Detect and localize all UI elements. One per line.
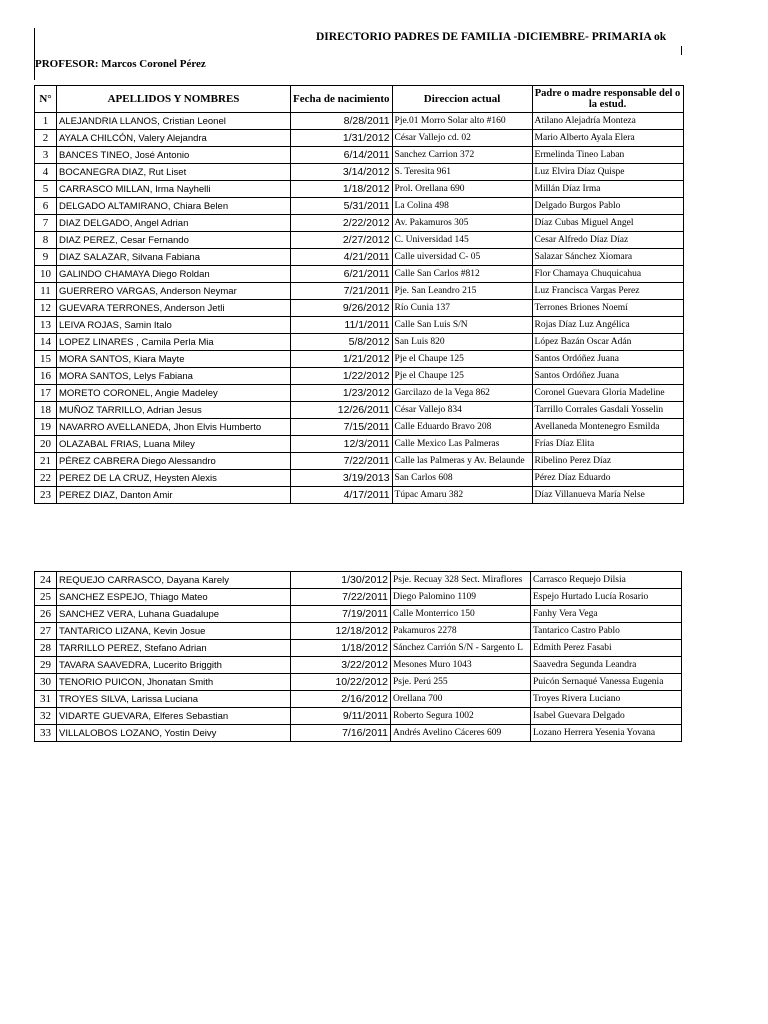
cell-parent: Coronel Guevara Gloria Madeline [532,385,683,402]
table-row [35,657,682,674]
cell-birth-date: 9/26/2012 [291,300,393,317]
cell-birth-date: 2/16/2012 [291,691,391,708]
cell-address: Pje. San Leandro 215 [392,283,532,300]
cell-student-name: DIAZ DELGADO, Angel Adrian [57,215,291,232]
cell-student-name: DELGADO ALTAMIRANO, Chiara Belen [57,198,291,215]
cell-student-name: GUERRERO VARGAS, Anderson Neymar [57,283,291,300]
cell-number: 5 [35,181,57,198]
cell-parent: Saavedra Segunda Leandra [531,657,682,674]
cell-parent: Isabel Guevara Delgado [531,708,682,725]
table-row [35,691,682,708]
cell-student-name: MORETO CORONEL, Angie Madeley [57,385,291,402]
cell-birth-date: 7/22/2011 [291,453,393,470]
cell-birth-date: 1/21/2012 [291,351,393,368]
cell-birth-date: 4/21/2011 [291,249,393,266]
table-row [35,130,684,147]
col-header-birth: Fecha de nacimiento [291,86,393,113]
cell-parent: Edmith Perez Fasabi [531,640,682,657]
cell-address: C. Universidad 145 [392,232,532,249]
cell-parent: Díaz Villanueva María Nelse [532,487,683,504]
cell-address: Orellana 700 [391,691,531,708]
cell-student-name: TANTARICO LIZANA, Kevin Josue [57,623,291,640]
table-row [35,674,682,691]
cell-student-name: GALINDO CHAMAYA Diego Roldan [57,266,291,283]
cell-student-name: BOCANEGRA DIAZ, Rut Liset [57,164,291,181]
cell-parent: Díaz Cubas Miguel Angel [532,215,683,232]
tick-mark [681,46,682,55]
cell-address: S. Teresita 961 [392,164,532,181]
cell-number: 21 [35,453,57,470]
cell-student-name: GUEVARA TERRONES, Anderson Jetli [57,300,291,317]
cell-birth-date: 1/30/2012 [291,572,391,589]
cell-student-name: VILLALOBOS LOZANO, Yostin Deivy [57,725,291,742]
cell-parent: Pérez Díaz Eduardo [532,470,683,487]
table-row [35,419,684,436]
table-row [35,572,682,589]
cell-birth-date: 1/18/2012 [291,640,391,657]
cell-parent: Santos Ordóñez Juana [532,368,683,385]
table-row [35,232,684,249]
cell-parent: Avellaneda Montenegro Esmilda [532,419,683,436]
cell-number: 27 [35,623,57,640]
table-row [35,300,684,317]
cell-parent: Delgado Burgos Pablo [532,198,683,215]
cell-address: Roberto Segura 1002 [391,708,531,725]
cell-student-name: ALEJANDRIA LLANOS, Cristian Leonel [57,113,291,130]
table-row [35,708,682,725]
cell-birth-date: 6/21/2011 [291,266,393,283]
cell-address: Calle San Carlos #812 [392,266,532,283]
table-row [35,283,684,300]
directory-table-2 [34,571,682,742]
table-row [35,436,684,453]
cell-number: 31 [35,691,57,708]
cell-number: 1 [35,113,57,130]
table-row [35,385,684,402]
cell-student-name: SANCHEZ ESPEJO, Thiago Mateo [57,589,291,606]
cell-parent: Atilano Alejadría Monteza [532,113,683,130]
cell-student-name: CARRASCO MILLAN, Irma Nayhelli [57,181,291,198]
cell-address: Garcilazo de la Vega 862 [392,385,532,402]
teacher-name: PROFESOR: Marcos Coronel Pérez [35,58,206,70]
cell-address: San Carlos 608 [392,470,532,487]
cell-birth-date: 7/19/2011 [291,606,391,623]
cell-number: 28 [35,640,57,657]
cell-parent: Lozano Herrera Yesenia Yovana [531,725,682,742]
cell-student-name: NAVARRO AVELLANEDA, Jhon Elvis Humberto [57,419,291,436]
col-header-num: N° [35,86,57,113]
cell-number: 10 [35,266,57,283]
directory-table-1 [34,85,684,504]
table-row [35,368,684,385]
cell-parent: Carrasco Requejo Dilsia [531,572,682,589]
cell-address: Calle las Palmeras y Av. Belaunde [392,453,532,470]
cell-address: Calle Monterrico 150 [391,606,531,623]
cell-address: Calle San Luis S/N [392,317,532,334]
cell-student-name: LOPEZ LINARES , Camila Perla Mia [57,334,291,351]
cell-student-name: VIDARTE GUEVARA, Elferes Sebastian [57,708,291,725]
cell-birth-date: 8/28/2011 [291,113,393,130]
cell-address: Río Cunia 137 [392,300,532,317]
cell-address: Túpac Amaru 382 [392,487,532,504]
page-title: DIRECTORIO PADRES DE FAMILIA -DICIEMBRE- PRIMARIA ok [316,31,667,43]
table-header-row [35,86,684,113]
cell-birth-date: 1/18/2012 [291,181,393,198]
cell-number: 16 [35,368,57,385]
cell-address: Mesones Muro 1043 [391,657,531,674]
cell-number: 25 [35,589,57,606]
cell-birth-date: 7/21/2011 [291,283,393,300]
cell-parent: López Bazán Oscar Adán [532,334,683,351]
cell-parent: Puicón Sernaqué Vanessa Eugenia [531,674,682,691]
cell-parent: Flor Chamaya Chuquicahua [532,266,683,283]
cell-address: César Vallejo cd. 02 [392,130,532,147]
table-row [35,606,682,623]
cell-address: Psje. Perú 255 [391,674,531,691]
table-row [35,487,684,504]
cell-address: Av. Pakamuros 305 [392,215,532,232]
cell-student-name: TROYES SILVA, Larissa Luciana [57,691,291,708]
cell-parent: Millán Díaz Irma [532,181,683,198]
cell-number: 30 [35,674,57,691]
cell-student-name: SANCHEZ VERA, Luhana Guadalupe [57,606,291,623]
cell-student-name: PEREZ DIAZ, Danton Amir [57,487,291,504]
cell-address: César Vallejo 834 [392,402,532,419]
table-row [35,402,684,419]
cell-parent: Luz Francisca Vargas Perez [532,283,683,300]
cell-birth-date: 12/18/2012 [291,623,391,640]
cell-parent: Tantarico Castro Pablo [531,623,682,640]
cell-parent: Frías Díaz Elita [532,436,683,453]
cell-student-name: MORA SANTOS, Lelys Fabiana [57,368,291,385]
cell-birth-date: 3/19/2013 [291,470,393,487]
cell-student-name: MORA SANTOS, Kiara Mayte [57,351,291,368]
cell-parent: Rojas Díaz Luz Angélica [532,317,683,334]
cell-address: La Colina 498 [392,198,532,215]
table-row [35,640,682,657]
cell-parent: Ermelinda Tineo Laban [532,147,683,164]
cell-number: 20 [35,436,57,453]
table-row [35,181,684,198]
cell-address: Prol. Orellana 690 [392,181,532,198]
cell-parent: Salazar Sánchez Xiomara [532,249,683,266]
cell-birth-date: 4/17/2011 [291,487,393,504]
cell-birth-date: 2/27/2012 [291,232,393,249]
cell-birth-date: 2/22/2012 [291,215,393,232]
table-row [35,113,684,130]
cell-number: 33 [35,725,57,742]
table-row [35,266,684,283]
cell-birth-date: 5/8/2012 [291,334,393,351]
cell-parent: Mario Alberto Ayala Elera [532,130,683,147]
cell-student-name: DIAZ PEREZ, Cesar Fernando [57,232,291,249]
cell-student-name: TARRILLO PEREZ, Stefano Adrian [57,640,291,657]
cell-address: Calle uiversidad C- 05 [392,249,532,266]
cell-student-name: BANCES TINEO, José Antonio [57,147,291,164]
cell-number: 8 [35,232,57,249]
col-header-address: Direccion actual [392,86,532,113]
table-row [35,623,682,640]
cell-birth-date: 9/11/2011 [291,708,391,725]
cell-number: 7 [35,215,57,232]
cell-student-name: LEIVA ROJAS, Samin Italo [57,317,291,334]
cell-number: 17 [35,385,57,402]
cell-birth-date: 10/22/2012 [291,674,391,691]
cell-student-name: DIAZ SALAZAR, Silvana Fabiana [57,249,291,266]
cell-student-name: TENORIO PUICON, Jhonatan Smith [57,674,291,691]
cell-birth-date: 5/31/2011 [291,198,393,215]
cell-student-name: TAVARA SAAVEDRA, Lucerito Briggith [57,657,291,674]
cell-student-name: OLAZABAL FRIAS, Luana Miley [57,436,291,453]
cell-number: 6 [35,198,57,215]
cell-address: Calle Eduardo Bravo 208 [392,419,532,436]
cell-student-name: MUÑOZ TARRILLO, Adrian Jesus [57,402,291,419]
cell-address: Sánchez Carrión S/N - Sargento L [391,640,531,657]
cell-number: 9 [35,249,57,266]
cell-number: 3 [35,147,57,164]
table-row [35,215,684,232]
cell-parent: Fanhy Vera Vega [531,606,682,623]
cell-birth-date: 1/31/2012 [291,130,393,147]
cell-student-name: REQUEJO CARRASCO, Dayana Karely [57,572,291,589]
cell-address: Pakamuros 2278 [391,623,531,640]
cell-number: 15 [35,351,57,368]
cell-number: 2 [35,130,57,147]
cell-number: 32 [35,708,57,725]
table-row [35,453,684,470]
cell-number: 12 [35,300,57,317]
table-row [35,317,684,334]
cell-parent: Luz Elvira Díaz Quispe [532,164,683,181]
cell-birth-date: 11/1/2011 [291,317,393,334]
cell-number: 18 [35,402,57,419]
cell-number: 22 [35,470,57,487]
cell-parent: Terrones Briones Noemí [532,300,683,317]
cell-birth-date: 7/16/2011 [291,725,391,742]
cell-number: 4 [35,164,57,181]
cell-student-name: AYALA CHILCÓN, Valery Alejandra [57,130,291,147]
cell-number: 26 [35,606,57,623]
table-row [35,147,684,164]
cell-number: 13 [35,317,57,334]
cell-birth-date: 7/22/2011 [291,589,391,606]
cell-birth-date: 12/26/2011 [291,402,393,419]
cell-parent: Tarrillo Corrales Gasdali Yosselin [532,402,683,419]
cell-parent: Santos Ordóñez Juana [532,351,683,368]
cell-address: Psje. Recuay 328 Sect. Miraflores [391,572,531,589]
cell-parent: Ribelino Perez Díaz [532,453,683,470]
table-row [35,249,684,266]
cell-address: Andrés Avelino Cáceres 609 [391,725,531,742]
cell-number: 14 [35,334,57,351]
cell-address: Calle Mexico Las Palmeras [392,436,532,453]
cell-address: Pje el Chaupe 125 [392,351,532,368]
cell-birth-date: 3/22/2012 [291,657,391,674]
cell-birth-date: 3/14/2012 [291,164,393,181]
cell-number: 19 [35,419,57,436]
table-row [35,334,684,351]
cell-number: 29 [35,657,57,674]
cell-address: San Luis 820 [392,334,532,351]
table-row [35,470,684,487]
cell-student-name: PEREZ DE LA CRUZ, Heysten Alexis [57,470,291,487]
cell-address: Pje.01 Morro Solar alto #160 [392,113,532,130]
cell-birth-date: 1/23/2012 [291,385,393,402]
cell-parent: Espejo Hurtado Lucía Rosario [531,589,682,606]
cell-parent: Troyes Rivera Luciano [531,691,682,708]
cell-parent: Cesar Alfredo Díaz Díaz [532,232,683,249]
cell-birth-date: 6/14/2011 [291,147,393,164]
col-header-name: APELLIDOS Y NOMBRES [57,86,291,113]
cell-student-name: PÉREZ CABRERA Diego Alessandro [57,453,291,470]
cell-address: Diego Palomino 1109 [391,589,531,606]
table-row [35,589,682,606]
cell-number: 11 [35,283,57,300]
cell-number: 24 [35,572,57,589]
cell-address: Sanchez Carrion 372 [392,147,532,164]
table-row [35,198,684,215]
cell-birth-date: 1/22/2012 [291,368,393,385]
cell-number: 23 [35,487,57,504]
cell-address: Pje el Chaupe 125 [392,368,532,385]
left-border-line [34,28,35,80]
table-row [35,725,682,742]
cell-birth-date: 12/3/2011 [291,436,393,453]
cell-birth-date: 7/15/2011 [291,419,393,436]
table-row [35,351,684,368]
table-row [35,164,684,181]
col-header-parent: Padre o madre responsable del o la estud. [532,86,683,113]
